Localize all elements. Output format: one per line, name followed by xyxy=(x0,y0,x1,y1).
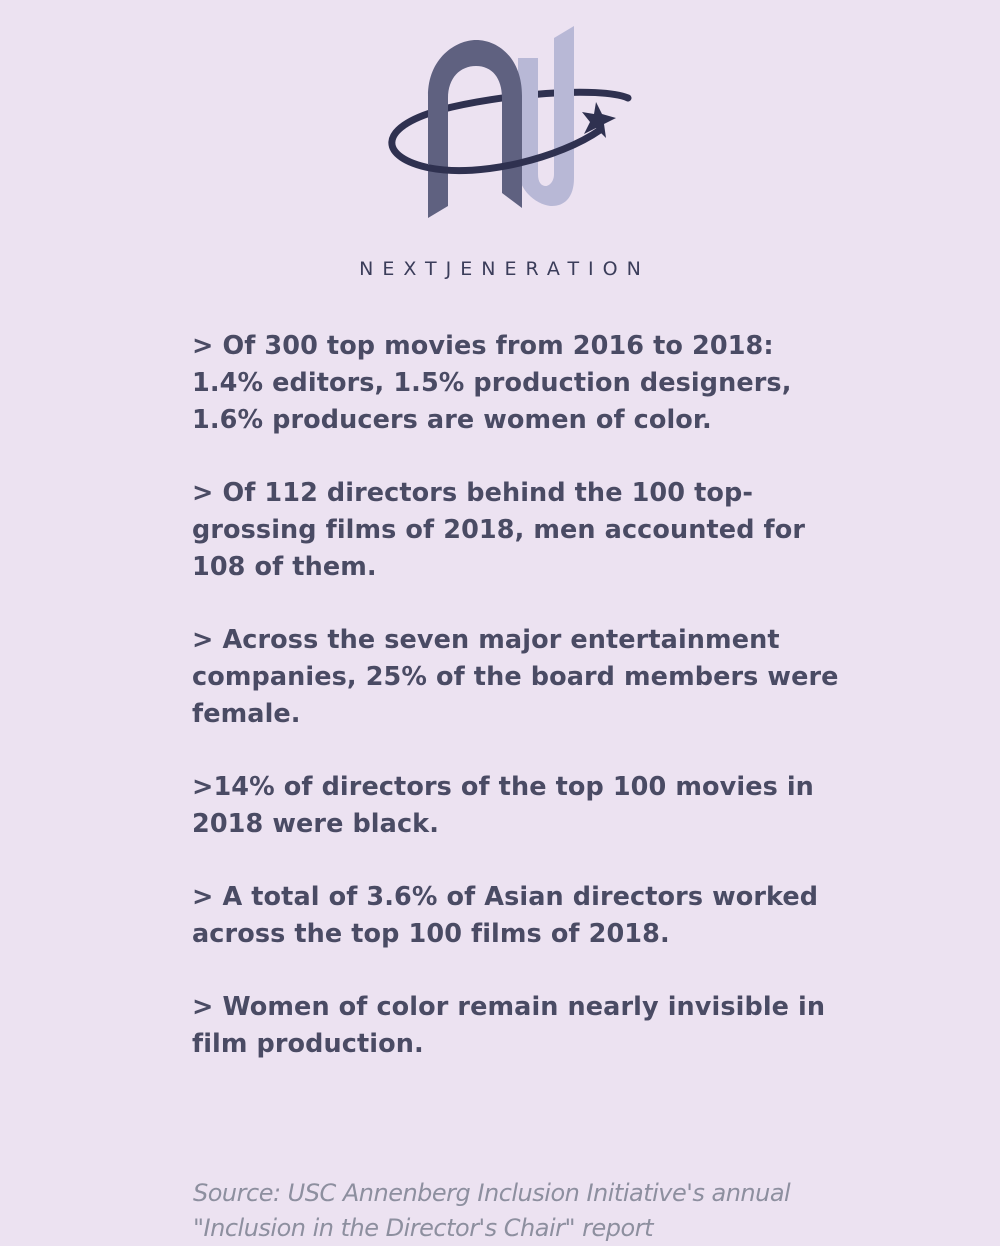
fact-item: > Across the seven major entertainment companies, 25% of the board members were female. xyxy=(192,625,839,729)
fact-item: > A total of 3.6% of Asian directors worked across the top 100 films of 2018. xyxy=(192,882,819,949)
fact-item: > Women of color remain nearly invisible in film production. xyxy=(192,992,826,1059)
facts-list xyxy=(192,328,842,1099)
fact-item: > Of 300 top movies from 2016 to 2018: 1.4% editors, 1.5% production designers, 1.6% producers are women of color. xyxy=(192,331,792,435)
source-citation: Source: USC Annenberg Inclusion Initiative's annual "Inclusion in the Director's Chair" report xyxy=(193,1179,791,1242)
fact-item: > Of 112 directors behind the 100 top-grossing films of 2018, men accounted for 108 of them. xyxy=(192,478,806,582)
fact-item: >14% of directors of the top 100 movies in 2018 were black. xyxy=(192,772,814,839)
brand-name: NEXTJENERATION xyxy=(359,258,650,280)
nextjeneration-logo-icon xyxy=(370,18,640,228)
